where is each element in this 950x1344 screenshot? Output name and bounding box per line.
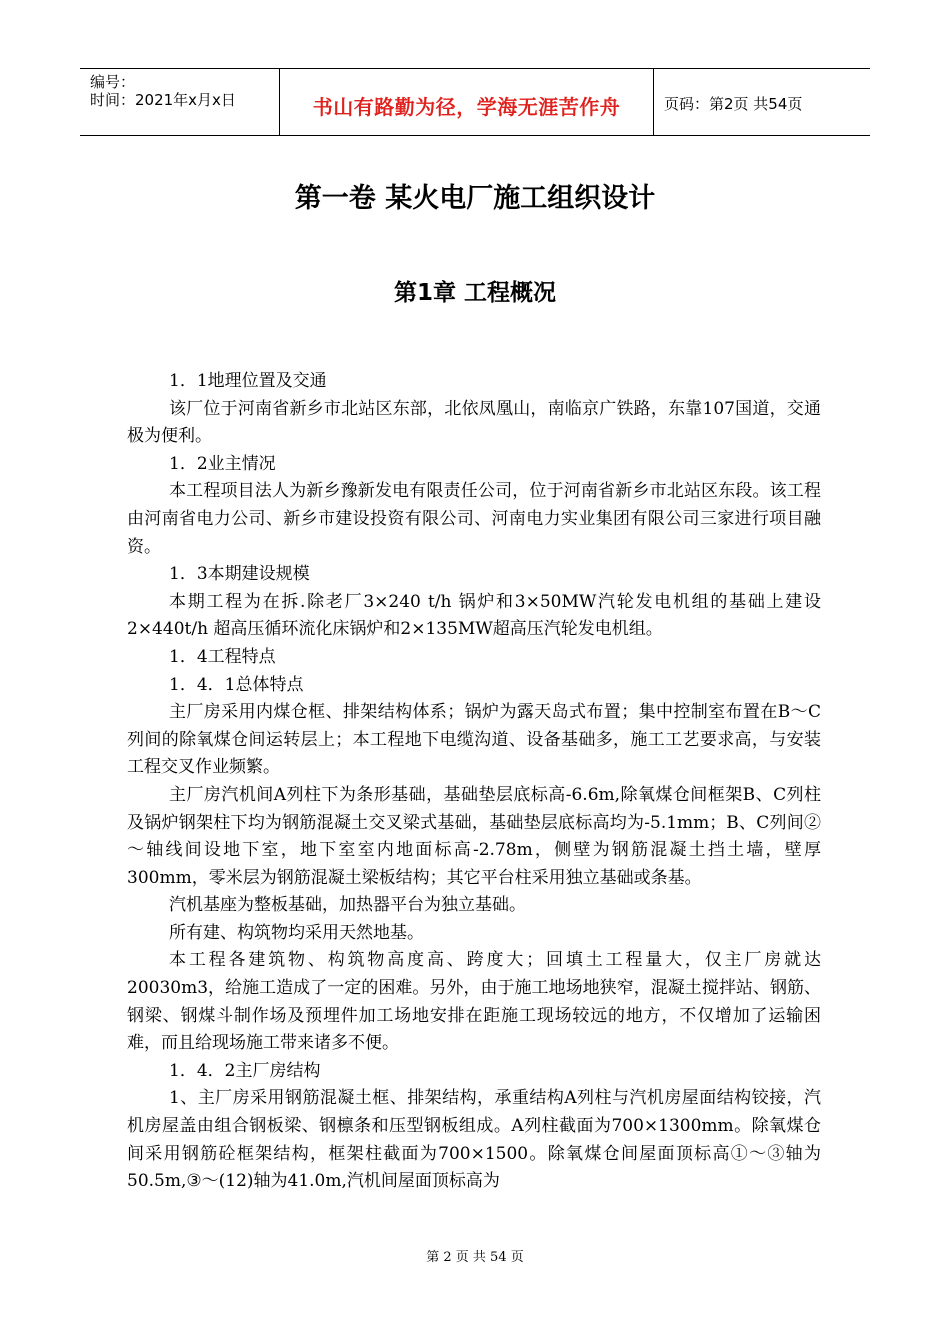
paragraph: 主厂房采用内煤仓框、排架结构体系；锅炉为露天岛式布置；集中控制室布置在B～C列间的除氧煤仓间运转层上；本工程地下电缆沟道、设备基础多，施工工艺要求高，与安装工程交叉作业频繁。 [127, 702, 821, 778]
subsection-heading: 1．4．1总体特点 [169, 674, 304, 695]
header-motto: 书山有路勤为径，学海无涯苦作舟 [312, 95, 621, 119]
paragraph: 1、主厂房采用钢筋混凝土框、排架结构，承重结构A列柱与汽机房屋面结构铰接，汽机房屋盖由组合钢板梁、钢檩条和压型钢板组成。A列柱截面为700×1300mm。除氧煤仓间采用钢筋砼框架结构，框架柱截面为700×1500。除氧煤仓间屋面顶标高①～③轴为50.5m,③～(12)轴为41.0m,汽机间屋面顶标高为 [127, 1088, 821, 1192]
subsection-heading: 1．4．2主厂房结构 [169, 1060, 321, 1081]
document-header [80, 68, 870, 136]
paragraph: 所有建、构筑物均采用天然地基。 [169, 922, 424, 943]
document-body [127, 368, 821, 1196]
section-heading: 1．3本期建设规模 [169, 564, 310, 585]
document-time-label: 时间：2021年x月x日 [90, 91, 236, 109]
header-meta-cell [80, 69, 280, 135]
section-heading: 1．2业主情况 [169, 453, 276, 474]
header-page-cell [654, 69, 870, 135]
section-heading: 1．4工程特点 [169, 646, 276, 667]
paragraph: 本工程各建筑物、构筑物高度高、跨度大；回填土工程量大，仅主厂房就达20030m3，给施工造成了一定的困难。另外，由于施工地场地狭窄，混凝土搅拌站、钢筋、钢梁、钢煤斗制作场及预埋件加工场地安排在距施工现场较远的地方，不仅增加了运输困难，而且给现场施工带来诸多不便。 [127, 950, 821, 1054]
document-number-label: 编号： [90, 73, 136, 91]
paragraph: 该厂位于河南省新乡市北站区东部，北依凤凰山，南临京广铁路，东靠107国道，交通极为便利。 [127, 398, 821, 447]
paragraph: 本期工程为在拆.除老厂3×240 t/h 锅炉和3×50MW汽轮发电机组的基础上建设2×440t/h 超高压循环流化床锅炉和2×135MW超高压汽轮发电机组。 [127, 591, 821, 640]
header-motto-cell [280, 69, 654, 135]
chapter-title: 第1章 工程概况 [393, 280, 556, 306]
paragraph: 本工程项目法人为新乡豫新发电有限责任公司，位于河南省新乡市北站区东段。该工程由河南省电力公司、新乡市建设投资有限公司、河南电力实业集团有限公司三家进行项目融资。 [127, 481, 821, 557]
page-footer: 第 2 页 共 54 页 [426, 1250, 524, 1265]
paragraph: 汽机基座为整板基础，加热器平台为独立基础。 [169, 895, 526, 916]
header-page-info: 页码：第2页 共54页 [664, 95, 803, 113]
section-heading: 1．1地理位置及交通 [169, 371, 327, 391]
volume-title: 第一卷 某火电厂施工组织设计 [294, 183, 656, 214]
paragraph: 主厂房汽机间A列柱下为条形基础，基础垫层底标高-6.6m,除氧煤仓间框架B、C列柱及锅炉钢架柱下均为钢筋混凝土交叉梁式基础，基础垫层底标高均为-5.1mm；B、C列间②～轴线间设地下室，地下室室内地面标高-2.78m，侧壁为钢筋混凝土挡土墙，壁厚300mm，零米层为钢筋混凝土梁板结构；其它平台柱采用独立基础或条基。 [127, 784, 821, 888]
